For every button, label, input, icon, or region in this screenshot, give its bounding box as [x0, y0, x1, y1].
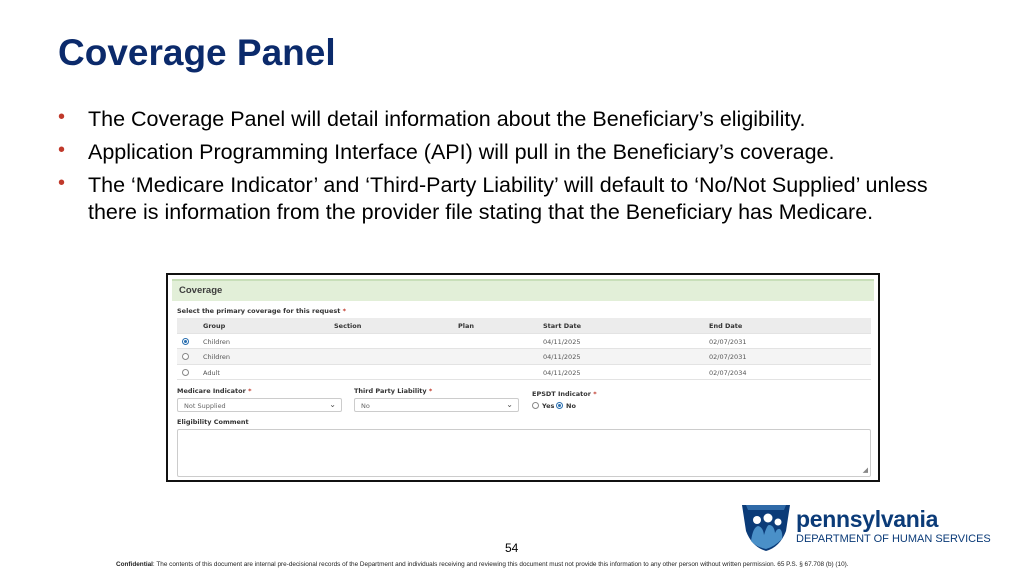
bullet-list [58, 106, 958, 232]
table-row[interactable] [177, 365, 871, 381]
cell-end-date: 02/07/2031 [709, 337, 747, 346]
third-party-liability-select[interactable] [354, 398, 519, 412]
epsdt-yes-radio[interactable] [532, 402, 539, 409]
epsdt-yes-option[interactable]: Yes [532, 401, 554, 410]
bullet-dot-icon: • [58, 172, 66, 194]
footer-label: Confidential [116, 561, 153, 568]
chevron-down-icon: ⌄ [329, 400, 336, 409]
required-mark: * [342, 307, 346, 315]
required-mark: * [428, 387, 433, 395]
bullet-item [58, 106, 958, 133]
eligibility-comment-textarea[interactable] [177, 429, 871, 477]
table-header-row [177, 318, 871, 334]
epsdt-no-option[interactable]: No [556, 401, 576, 410]
required-mark: * [248, 387, 252, 395]
epsdt-no-radio[interactable] [556, 402, 563, 409]
column-header-plan[interactable]: Plan [458, 322, 475, 330]
column-header-start-date[interactable]: Start Date [543, 322, 582, 330]
cell-end-date: 02/07/2031 [709, 353, 747, 361]
cell-start-date: 04/11/2025 [543, 337, 581, 346]
logo-name: pennsylvania [796, 506, 939, 532]
bullet-text: The ‘Medicare Indicator’ and ‘Third-Party Liability’ will default to ‘No/Not Supplied’ unless there is information from the provider file stating that the Beneficiary has Medicare. [88, 173, 928, 224]
row-select-radio[interactable] [182, 369, 189, 376]
coverage-panel-title: Coverage [179, 285, 223, 296]
footer-text: : The contents of this document are internal pre-decisional records of the Department and individuals receiving and reviewing this document must not provide this information to any other person without written permission. 65 P.S. § 67.708 (b) (10). [152, 561, 849, 568]
row-select-radio[interactable] [182, 353, 189, 360]
epsdt-indicator-label: EPSDT Indicator * [532, 390, 597, 398]
row-select-radio[interactable] [182, 338, 189, 345]
primary-coverage-label: Select the primary coverage for this request * [177, 307, 346, 315]
medicare-indicator-value: Not Supplied [184, 402, 226, 410]
column-header-section[interactable]: Section [334, 322, 362, 330]
page-number: 54 [505, 541, 519, 555]
column-header-group[interactable]: Group [203, 322, 226, 330]
medicare-indicator-label: Medicare Indicator * [177, 387, 252, 395]
column-header-end-date[interactable]: End Date [709, 322, 743, 330]
chevron-down-icon: ⌄ [506, 400, 513, 409]
coverage-panel-screenshot [166, 273, 880, 482]
third-party-liability-value: No [361, 402, 370, 410]
cell-end-date: 02/07/2034 [709, 368, 747, 377]
cell-group: Adult [203, 368, 220, 377]
third-party-liability-label: Third Party Liability * [354, 387, 433, 395]
required-mark: * [593, 390, 597, 398]
cell-group: Children [203, 353, 231, 361]
eligibility-comment-label: Eligibility Comment [177, 418, 249, 426]
cell-group: Children [203, 337, 231, 346]
coverage-panel-header [172, 279, 874, 301]
table-row[interactable] [177, 334, 871, 350]
confidentiality-footer [116, 561, 849, 568]
cell-start-date: 04/11/2025 [543, 353, 581, 361]
bullet-text: The Coverage Panel will detail information about the Beneficiary’s eligibility. [88, 107, 806, 131]
bullet-item [58, 139, 958, 166]
resize-handle-icon[interactable]: ◢ [862, 467, 868, 474]
bullet-dot-icon: • [58, 106, 66, 128]
cell-start-date: 04/11/2025 [543, 368, 581, 377]
bullet-dot-icon: • [58, 139, 66, 161]
coverage-table [177, 318, 871, 380]
bullet-item [58, 172, 958, 226]
slide-title: Coverage Panel [58, 32, 336, 73]
logo-department: DEPARTMENT OF HUMAN SERVICES [796, 533, 991, 545]
table-row[interactable] [177, 349, 871, 365]
bullet-text: Application Programming Interface (API) will pull in the Beneficiary’s coverage. [88, 140, 835, 164]
medicare-indicator-select[interactable] [177, 398, 342, 412]
